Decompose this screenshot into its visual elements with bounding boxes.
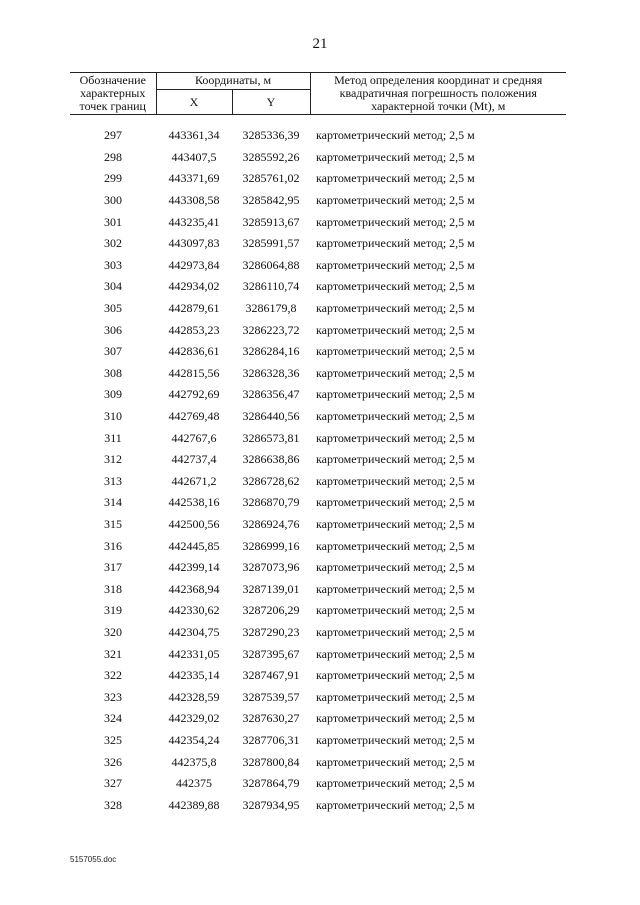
coordinate-y: 3286223,72 [242, 322, 300, 337]
table-row [70, 794, 566, 816]
table-row [70, 514, 566, 536]
page-number: 21 [312, 36, 328, 52]
coordinate-y: 3286728,62 [242, 473, 300, 488]
method-cell: картометрический метод; 2,5 м [316, 603, 475, 618]
table-row [70, 730, 566, 752]
point-number: 319 [104, 603, 122, 618]
method-cell: картометрический метод; 2,5 м [316, 668, 475, 683]
method-cell: картометрический метод; 2,5 м [316, 495, 475, 510]
point-number: 318 [104, 581, 122, 596]
table-row [70, 643, 566, 665]
table-row [70, 319, 566, 341]
coordinate-x: 443371,69 [168, 171, 220, 186]
table-row [70, 751, 566, 773]
table-row [70, 125, 566, 147]
coordinate-x: 442375,8 [171, 754, 217, 769]
point-number: 307 [104, 344, 122, 359]
point-number: 328 [104, 797, 122, 812]
method-cell: картометрический метод; 2,5 м [316, 344, 475, 359]
table-row [70, 622, 566, 644]
point-number: 300 [104, 193, 122, 208]
coordinates-table [70, 72, 566, 816]
coordinate-x: 442934,02 [168, 279, 220, 294]
table-row [70, 147, 566, 169]
method-cell: картометрический метод; 2,5 м [316, 430, 475, 445]
coordinate-x: 442368,94 [168, 581, 220, 596]
coordinate-y: 3285991,57 [242, 236, 300, 251]
header-method: Метод определения координат и средняя квадратичная погрешность положения характерной точки (Mt), м [310, 73, 566, 115]
method-cell: картометрический метод; 2,5 м [316, 646, 475, 661]
coordinate-y: 3287073,96 [242, 560, 300, 575]
coordinate-y: 3286110,74 [242, 279, 300, 294]
coordinate-x: 442304,75 [168, 624, 220, 639]
method-cell: картометрический метод; 2,5 м [316, 797, 475, 812]
point-number: 305 [104, 301, 122, 316]
table-row [70, 686, 566, 708]
coordinate-y: 3286573,81 [242, 430, 300, 445]
coordinate-x: 442354,24 [168, 732, 220, 747]
coordinate-y: 3287630,27 [242, 711, 300, 726]
point-number: 306 [104, 322, 122, 337]
point-number: 322 [104, 668, 122, 683]
coordinate-y: 3287467,91 [242, 668, 300, 683]
method-cell: картометрический метод; 2,5 м [316, 581, 475, 596]
table-body [70, 125, 566, 816]
coordinate-x: 442767,6 [171, 430, 217, 445]
header-designation: Обозначение характерных точек границ [70, 73, 156, 115]
coordinate-x: 442879,61 [168, 301, 220, 316]
method-cell: картометрический метод; 2,5 м [316, 387, 475, 402]
coordinate-x: 442330,62 [168, 603, 220, 618]
coordinate-y: 3285913,67 [242, 214, 300, 229]
footer-filename: 5157055.doc [70, 855, 117, 864]
point-number: 304 [104, 279, 122, 294]
point-number: 317 [104, 560, 122, 575]
coordinate-x: 443407,5 [171, 149, 217, 164]
coordinate-x: 442399,14 [168, 560, 220, 575]
coordinate-y: 3286999,16 [242, 538, 300, 553]
coordinate-y: 3285842,95 [242, 193, 300, 208]
table-row [70, 363, 566, 385]
coordinate-y: 3285592,26 [242, 149, 300, 164]
coordinate-y: 3286440,56 [242, 409, 300, 424]
coordinate-x: 442389,88 [168, 797, 220, 812]
table-row [70, 211, 566, 233]
method-cell: картометрический метод; 2,5 м [316, 128, 475, 143]
table-row [70, 708, 566, 730]
table-row [70, 233, 566, 255]
coordinate-y: 3287864,79 [242, 776, 300, 791]
method-cell: картометрический метод; 2,5 м [316, 214, 475, 229]
method-cell: картометрический метод; 2,5 м [316, 754, 475, 769]
coordinate-y: 3287706,31 [242, 732, 300, 747]
table-row [70, 600, 566, 622]
table-row [70, 168, 566, 190]
point-number: 313 [104, 473, 122, 488]
coordinate-x: 442815,56 [168, 365, 220, 380]
point-number: 301 [104, 214, 122, 229]
point-number: 297 [104, 128, 122, 143]
method-cell: картометрический метод; 2,5 м [316, 193, 475, 208]
table-row [70, 427, 566, 449]
method-cell: картометрический метод; 2,5 м [316, 257, 475, 272]
point-number: 316 [104, 538, 122, 553]
method-cell: картометрический метод; 2,5 м [316, 624, 475, 639]
point-number: 324 [104, 711, 122, 726]
method-cell: картометрический метод; 2,5 м [316, 732, 475, 747]
coordinate-y: 3286870,79 [242, 495, 300, 510]
point-number: 303 [104, 257, 122, 272]
coordinate-y: 3285761,02 [242, 171, 300, 186]
coordinate-x: 442335,14 [168, 668, 220, 683]
coordinate-y: 3287934,95 [242, 797, 300, 812]
table-row [70, 773, 566, 795]
point-number: 312 [104, 452, 122, 467]
point-number: 308 [104, 365, 122, 380]
coordinate-x: 442445,85 [168, 538, 220, 553]
table-row [70, 535, 566, 557]
table-row [70, 406, 566, 428]
coordinate-x: 442331,05 [168, 646, 220, 661]
coordinate-y: 3286638,86 [242, 452, 300, 467]
coordinate-x: 442500,56 [168, 516, 220, 531]
coordinate-x: 442836,61 [168, 344, 220, 359]
point-number: 302 [104, 236, 122, 251]
coordinate-x: 443097,83 [168, 236, 220, 251]
method-cell: картометрический метод; 2,5 м [316, 689, 475, 704]
table-row [70, 449, 566, 471]
method-cell: картометрический метод; 2,5 м [316, 711, 475, 726]
coordinate-y: 3286328,36 [242, 365, 300, 380]
coordinate-x: 442853,23 [168, 322, 220, 337]
point-number: 323 [104, 689, 122, 704]
point-number: 325 [104, 732, 122, 747]
coordinate-y: 3286179,8 [245, 301, 297, 316]
table-row [70, 578, 566, 600]
method-cell: картометрический метод; 2,5 м [316, 365, 475, 380]
method-cell: картометрический метод; 2,5 м [316, 171, 475, 186]
method-cell: картометрический метод; 2,5 м [316, 452, 475, 467]
coordinate-y: 3286356,47 [242, 387, 300, 402]
coordinate-y: 3287539,57 [242, 689, 300, 704]
method-cell: картометрический метод; 2,5 м [316, 149, 475, 164]
point-number: 299 [104, 171, 122, 186]
coordinate-y: 3286924,76 [242, 516, 300, 531]
point-number: 311 [104, 430, 122, 445]
method-cell: картометрический метод; 2,5 м [316, 560, 475, 575]
point-number: 326 [104, 754, 122, 769]
method-cell: картометрический метод; 2,5 м [316, 409, 475, 424]
table-row [70, 298, 566, 320]
method-cell: картометрический метод; 2,5 м [316, 279, 475, 294]
method-cell: картометрический метод; 2,5 м [316, 301, 475, 316]
table-row [70, 341, 566, 363]
coordinate-y: 3287800,84 [242, 754, 300, 769]
coordinate-x: 442375 [176, 776, 212, 791]
point-number: 309 [104, 387, 122, 402]
coordinate-x: 442737,4 [171, 452, 217, 467]
coordinate-y: 3285336,39 [242, 128, 300, 143]
point-number: 315 [104, 516, 122, 531]
coordinate-x: 442769,48 [168, 409, 220, 424]
coordinate-y: 3287395,67 [242, 646, 300, 661]
coordinate-x: 442671,2 [171, 473, 217, 488]
coordinate-x: 442329,02 [168, 711, 220, 726]
method-cell: картометрический метод; 2,5 м [316, 776, 475, 791]
point-number: 321 [104, 646, 122, 661]
coordinate-y: 3286064,88 [242, 257, 300, 272]
table-row [70, 492, 566, 514]
coordinate-y: 3287206,29 [242, 603, 300, 618]
method-cell: картометрический метод; 2,5 м [316, 473, 475, 488]
point-number: 327 [104, 776, 122, 791]
point-number: 310 [104, 409, 122, 424]
coordinate-x: 442973,84 [168, 257, 220, 272]
method-cell: картометрический метод; 2,5 м [316, 322, 475, 337]
table-row [70, 557, 566, 579]
table-row [70, 384, 566, 406]
coordinate-x: 443235,41 [168, 214, 220, 229]
header-y: Y [232, 90, 310, 115]
coordinate-x: 442792,69 [168, 387, 220, 402]
coordinate-y: 3287139,01 [242, 581, 300, 596]
coordinate-x: 442538,16 [168, 495, 220, 510]
table-row [70, 255, 566, 277]
method-cell: картометрический метод; 2,5 м [316, 516, 475, 531]
table-row [70, 190, 566, 212]
coordinate-y: 3287290,23 [242, 624, 300, 639]
coordinate-x: 443308,58 [168, 193, 220, 208]
coordinate-x: 443361,34 [168, 128, 220, 143]
point-number: 320 [104, 624, 122, 639]
method-cell: картометрический метод; 2,5 м [316, 538, 475, 553]
coordinate-x: 442328,59 [168, 689, 220, 704]
header-coordinates: Координаты, м [156, 73, 310, 90]
point-number: 314 [104, 495, 122, 510]
coordinate-y: 3286284,16 [242, 344, 300, 359]
method-cell: картометрический метод; 2,5 м [316, 236, 475, 251]
header-x: X [156, 90, 232, 115]
table-row [70, 471, 566, 493]
table-row [70, 665, 566, 687]
point-number: 298 [104, 149, 122, 164]
table-row [70, 276, 566, 298]
